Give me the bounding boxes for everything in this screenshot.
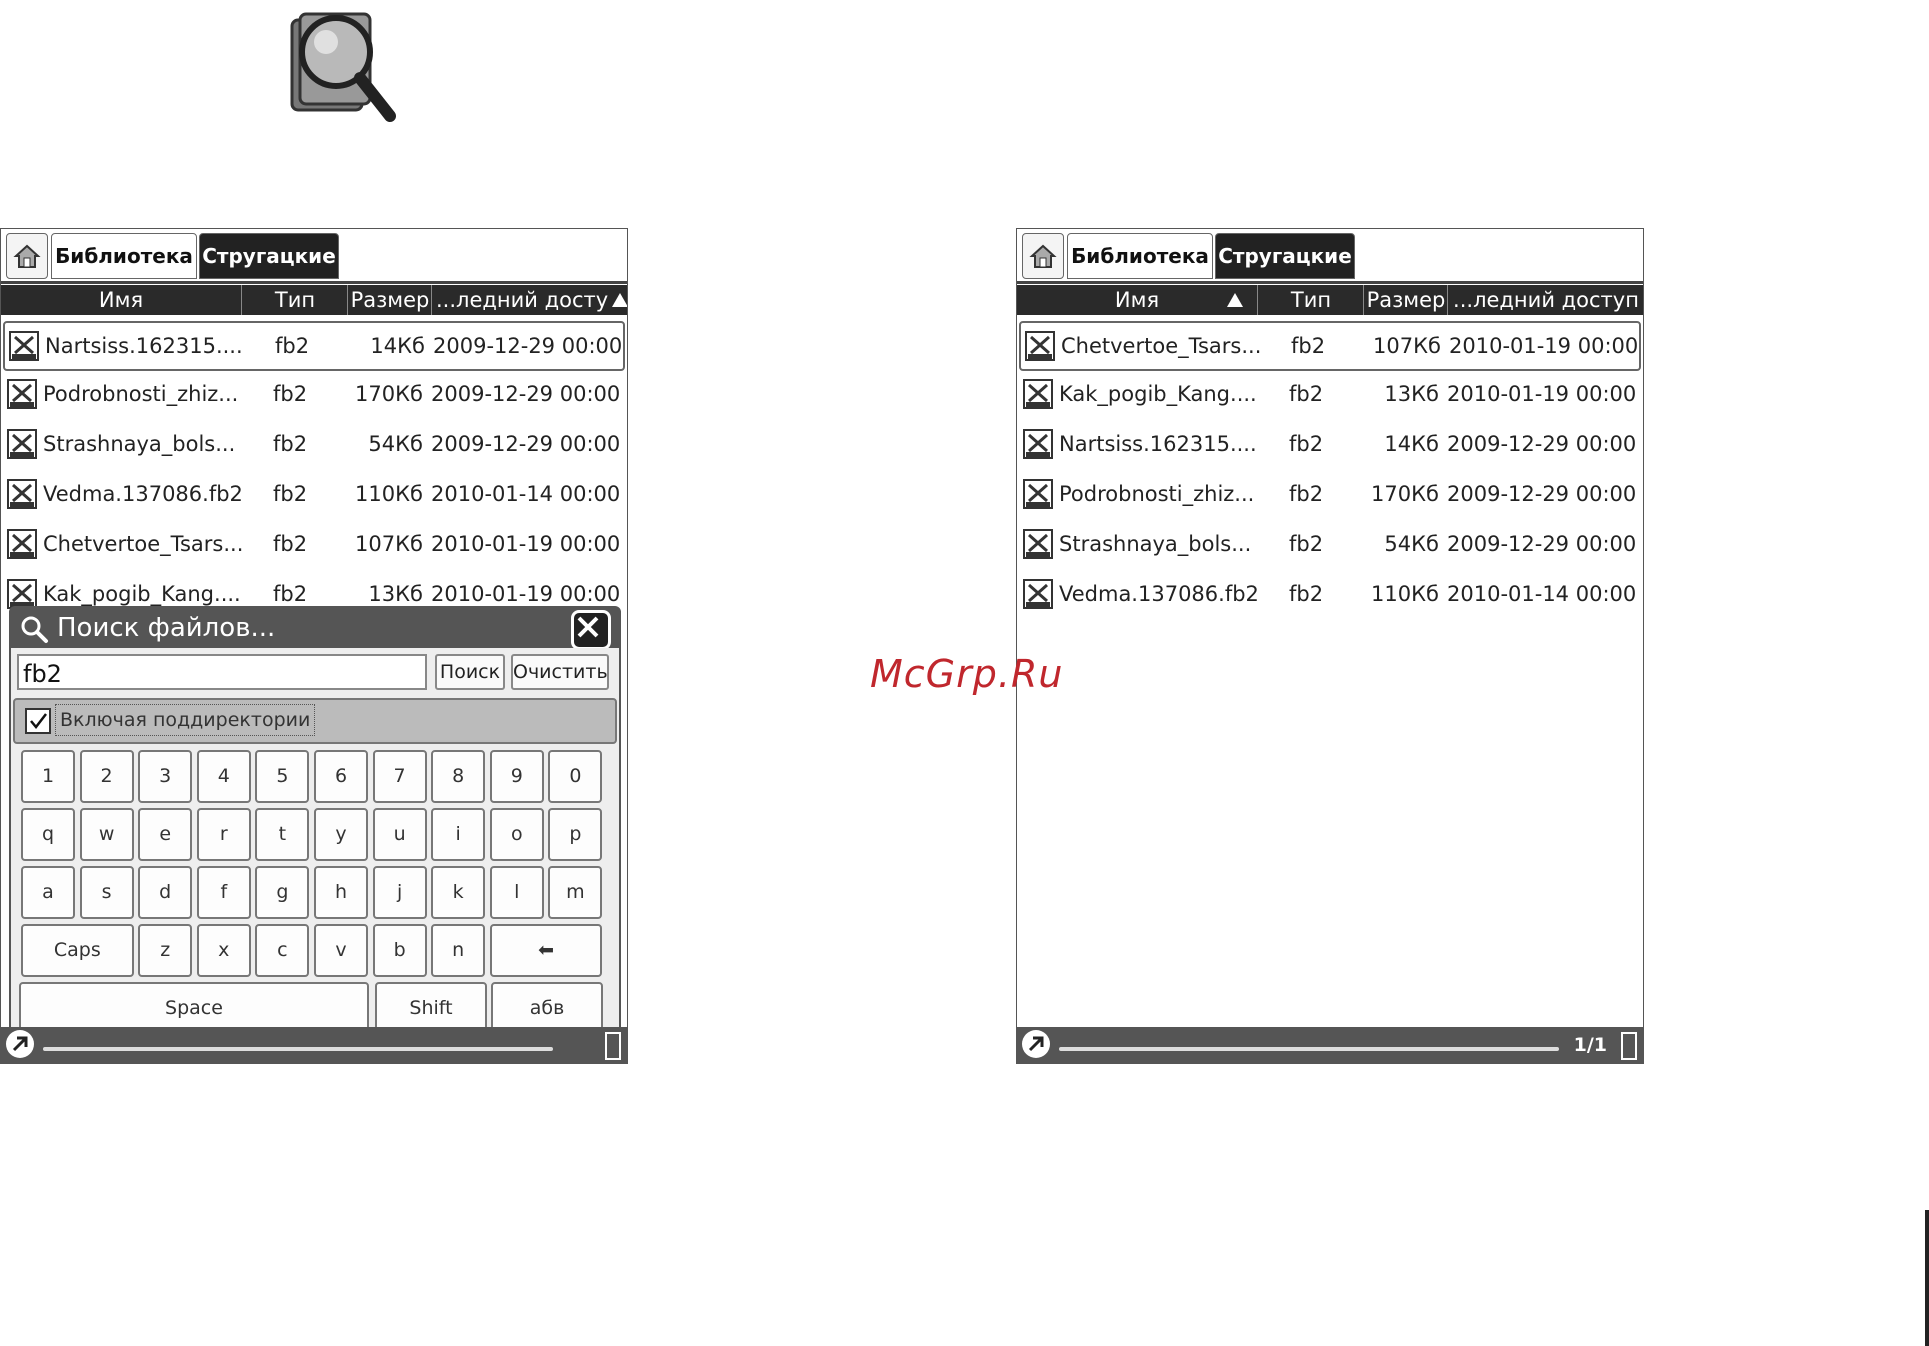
key-x[interactable]: x — [197, 924, 251, 977]
column-type[interactable] — [241, 285, 348, 315]
file-date: 2009-12-29 00:00 — [1447, 432, 1637, 456]
file-row[interactable] — [1019, 321, 1641, 371]
file-row[interactable] — [3, 521, 625, 567]
file-name: Kak_pogib_Kang.... — [43, 582, 241, 606]
watermark: McGrp.Ru — [870, 652, 1064, 696]
key-n[interactable]: n — [431, 924, 485, 977]
tab-bar — [1017, 229, 1643, 284]
key-абв[interactable]: абв — [491, 982, 603, 1035]
key-t[interactable]: t — [255, 808, 309, 861]
key-v[interactable]: v — [314, 924, 368, 977]
status-bar — [1017, 1027, 1643, 1063]
column-last-access[interactable] — [1447, 285, 1644, 315]
key-space[interactable]: Space — [19, 982, 369, 1035]
key-w[interactable]: w — [80, 808, 134, 861]
file-type: fb2 — [273, 582, 308, 606]
file-type: fb2 — [273, 432, 308, 456]
file-type: fb2 — [1291, 334, 1326, 358]
sort-ascending-icon — [612, 293, 628, 307]
file-row[interactable] — [3, 371, 625, 417]
file-search-app-icon — [280, 0, 410, 130]
key-3[interactable]: 3 — [138, 750, 192, 803]
file-size: 13Кб — [1384, 382, 1439, 406]
file-size: 107Кб — [1373, 334, 1441, 358]
sort-ascending-icon — [1227, 293, 1243, 307]
page-indicator: 1/1 — [1573, 1034, 1607, 1056]
key-k[interactable]: k — [431, 866, 485, 919]
file-name: Chetvertoe_Tsars... — [43, 532, 243, 556]
arrow-up-right-icon — [6, 1030, 34, 1058]
back-arrow-button[interactable] — [1022, 1030, 1050, 1058]
key-s[interactable]: s — [80, 866, 134, 919]
column-size-label: Размер — [1366, 288, 1446, 312]
fb2-file-icon — [1023, 429, 1053, 459]
file-type: fb2 — [273, 532, 308, 556]
include-subdirs-label: Включая поддиректории — [55, 704, 315, 736]
search-dialog-title: Поиск файлов... — [57, 613, 276, 643]
key-m[interactable]: m — [548, 866, 602, 919]
file-size: 54Кб — [368, 432, 423, 456]
column-last-access-label: ...ледний доступ — [1453, 288, 1639, 312]
file-size: 13Кб — [368, 582, 423, 606]
file-date: 2009-12-29 00:00 — [431, 382, 621, 406]
column-type[interactable] — [1257, 285, 1364, 315]
key-p[interactable]: p — [548, 808, 602, 861]
search-dialog — [9, 606, 621, 1035]
fb2-file-icon — [7, 429, 37, 459]
fb2-file-icon — [7, 529, 37, 559]
key-f[interactable]: f — [197, 866, 251, 919]
column-name-label: Имя — [98, 288, 144, 312]
key-j[interactable]: j — [373, 866, 427, 919]
key-z[interactable]: z — [138, 924, 192, 977]
file-type: fb2 — [1289, 532, 1324, 556]
fb2-file-icon — [9, 331, 39, 361]
file-date: 2010-01-19 00:00 — [1449, 334, 1639, 358]
file-name: Podrobnosti_zhiz... — [1059, 482, 1255, 506]
column-size[interactable] — [1363, 285, 1448, 315]
key-1[interactable]: 1 — [21, 750, 75, 803]
file-date: 2009-12-29 00:00 — [433, 334, 623, 358]
file-name: Vedma.137086.fb2 — [43, 482, 243, 506]
file-type: fb2 — [273, 482, 308, 506]
key-shift[interactable]: Shift — [375, 982, 487, 1035]
home-button[interactable] — [1022, 233, 1064, 279]
file-type: fb2 — [1289, 382, 1324, 406]
tab-library[interactable]: Библиотека — [1067, 233, 1213, 279]
tab-strugatsky[interactable]: Стругацкие — [199, 233, 339, 279]
file-size: 110Кб — [355, 482, 423, 506]
key-g[interactable]: g — [255, 866, 309, 919]
search-dialog-body — [11, 648, 619, 1033]
file-size: 170Кб — [355, 382, 423, 406]
key-e[interactable]: e — [138, 808, 192, 861]
home-button[interactable] — [6, 233, 48, 279]
file-name: Strashnaya_bols... — [1059, 532, 1252, 556]
key-2[interactable]: 2 — [80, 750, 134, 803]
file-type: fb2 — [275, 334, 310, 358]
table-header — [1, 285, 627, 315]
file-date: 2010-01-19 00:00 — [431, 582, 621, 606]
column-last-access-label: ...ледний досту — [436, 288, 609, 312]
file-row[interactable] — [3, 321, 625, 371]
fb2-file-icon — [1023, 529, 1053, 559]
file-date: 2010-01-19 00:00 — [431, 532, 621, 556]
include-subdirs-row[interactable] — [13, 698, 617, 744]
file-date: 2009-12-29 00:00 — [431, 432, 621, 456]
file-name: Kak_pogib_Kang.... — [1059, 382, 1257, 406]
file-date: 2009-12-29 00:00 — [1447, 532, 1637, 556]
close-button[interactable] — [571, 610, 611, 650]
fb2-file-icon — [7, 479, 37, 509]
fb2-file-icon — [7, 379, 37, 409]
key-b[interactable]: b — [373, 924, 427, 977]
search-button[interactable]: Поиск — [435, 654, 505, 690]
column-name[interactable] — [1, 285, 241, 315]
page-progress-bar — [43, 1047, 553, 1051]
file-name: Vedma.137086.fb2 — [1059, 582, 1259, 606]
key-5[interactable]: 5 — [255, 750, 309, 803]
column-size-label: Размер — [350, 288, 430, 312]
column-type-label: Тип — [274, 288, 316, 312]
battery-icon — [1621, 1032, 1637, 1060]
arrow-up-right-icon — [1022, 1030, 1050, 1058]
key-q[interactable]: q — [21, 808, 75, 861]
fb2-file-icon — [7, 579, 37, 609]
key-h[interactable]: h — [314, 866, 368, 919]
file-row[interactable] — [1019, 521, 1641, 567]
include-subdirs-checkbox[interactable] — [25, 708, 51, 734]
page-progress-bar — [1059, 1047, 1559, 1051]
key-backspace[interactable]: ⬅ — [490, 924, 603, 977]
file-date: 2009-12-29 00:00 — [1447, 482, 1637, 506]
column-name-label: Имя — [1114, 288, 1160, 312]
key-7[interactable]: 7 — [373, 750, 427, 803]
home-icon — [13, 242, 41, 270]
checkmark-icon — [27, 710, 49, 732]
search-icon — [19, 614, 49, 644]
key-0[interactable]: 0 — [548, 750, 602, 803]
key-d[interactable]: d — [138, 866, 192, 919]
fb2-file-icon — [1023, 479, 1053, 509]
key-6[interactable]: 6 — [314, 750, 368, 803]
file-row[interactable] — [3, 471, 625, 517]
fb2-file-icon — [1025, 331, 1055, 361]
table-header — [1017, 285, 1643, 315]
right-device-screen — [1016, 228, 1644, 1064]
file-row[interactable] — [1019, 371, 1641, 417]
column-last-access[interactable] — [431, 285, 628, 315]
home-icon — [1029, 242, 1057, 270]
file-row[interactable] — [3, 421, 625, 467]
file-size: 54Кб — [1384, 532, 1439, 556]
key-4[interactable]: 4 — [197, 750, 251, 803]
file-type: fb2 — [1289, 582, 1324, 606]
tab-strugatsky[interactable]: Стругацкие — [1215, 233, 1355, 279]
file-name: Nartsiss.162315.... — [45, 334, 243, 358]
left-device-screen — [0, 228, 628, 1064]
file-size: 170Кб — [1371, 482, 1439, 506]
search-input[interactable]: fb2 — [17, 654, 427, 690]
file-type: fb2 — [1289, 482, 1324, 506]
key-y[interactable]: y — [314, 808, 368, 861]
clear-button[interactable]: Очистить — [511, 654, 609, 690]
column-name[interactable] — [1017, 285, 1257, 315]
file-size: 14Кб — [1384, 432, 1439, 456]
file-row[interactable] — [1019, 471, 1641, 517]
battery-icon — [605, 1032, 621, 1060]
column-size[interactable] — [347, 285, 432, 315]
close-icon — [571, 610, 605, 644]
key-u[interactable]: u — [373, 808, 427, 861]
key-i[interactable]: i — [431, 808, 485, 861]
file-row[interactable] — [1019, 421, 1641, 467]
page-edge-rule — [1925, 1210, 1929, 1346]
file-type: fb2 — [273, 382, 308, 406]
file-date: 2010-01-14 00:00 — [431, 482, 621, 506]
file-name: Chetvertoe_Tsars... — [1061, 334, 1261, 358]
status-bar — [1, 1027, 627, 1063]
key-a[interactable]: a — [21, 866, 75, 919]
file-name: Podrobnosti_zhiz... — [43, 382, 239, 406]
file-size: 107Кб — [355, 532, 423, 556]
file-row[interactable] — [1019, 571, 1641, 617]
file-date: 2010-01-19 00:00 — [1447, 382, 1637, 406]
key-9[interactable]: 9 — [490, 750, 544, 803]
key-c[interactable]: c — [255, 924, 309, 977]
file-date: 2010-01-14 00:00 — [1447, 582, 1637, 606]
file-name: Strashnaya_bols... — [43, 432, 236, 456]
fb2-file-icon — [1023, 379, 1053, 409]
fb2-file-icon — [1023, 579, 1053, 609]
key-8[interactable]: 8 — [431, 750, 485, 803]
file-size: 110Кб — [1371, 582, 1439, 606]
search-dialog-title-bar — [11, 608, 619, 648]
back-arrow-button[interactable] — [6, 1030, 34, 1058]
file-type: fb2 — [1289, 432, 1324, 456]
column-type-label: Тип — [1290, 288, 1332, 312]
key-o[interactable]: o — [490, 808, 544, 861]
key-caps[interactable]: Caps — [21, 924, 134, 977]
key-r[interactable]: r — [197, 808, 251, 861]
tab-bar — [1, 229, 627, 284]
tab-library[interactable]: Библиотека — [51, 233, 197, 279]
file-size: 14Кб — [370, 334, 425, 358]
file-name: Nartsiss.162315.... — [1059, 432, 1257, 456]
key-l[interactable]: l — [490, 866, 544, 919]
